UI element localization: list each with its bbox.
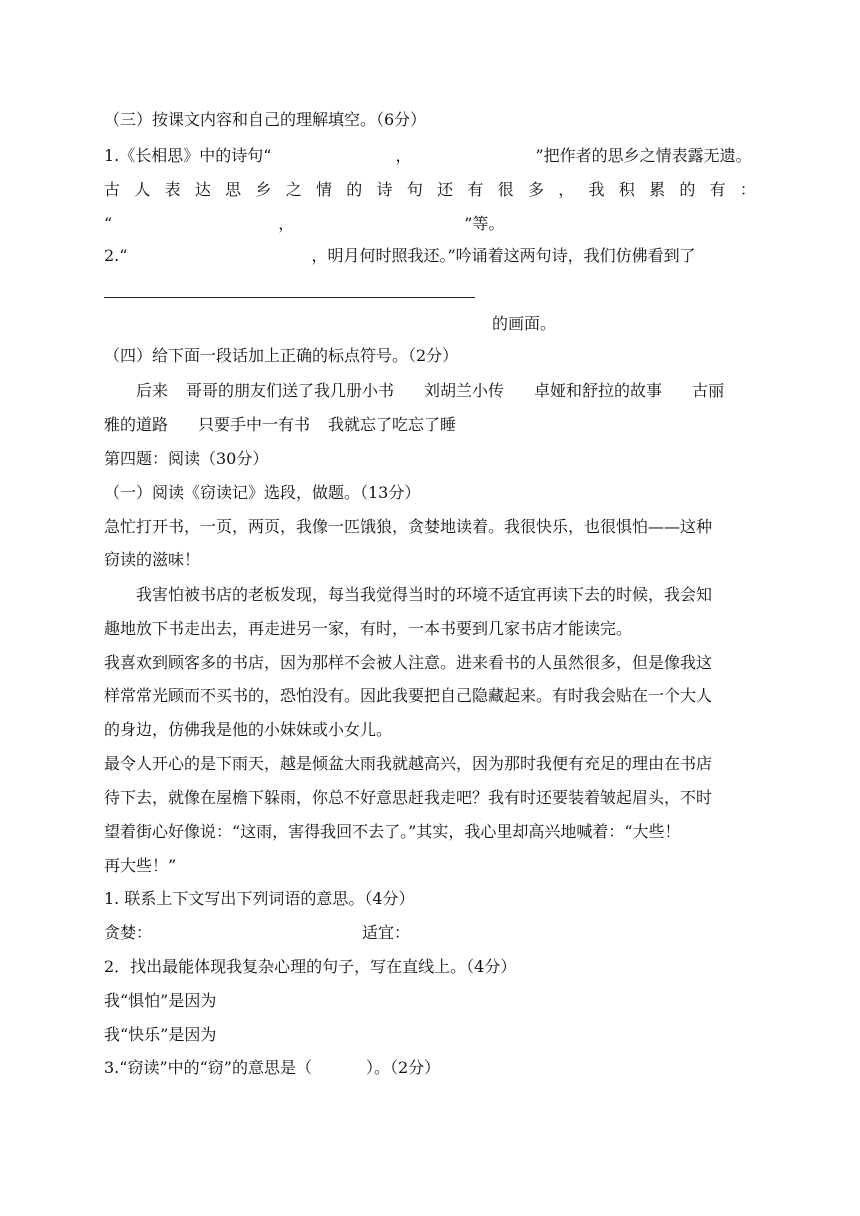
para4-line4: 再大些！” [104,856,177,875]
punct-line2 [104,415,456,435]
para4-line2: 待下去，就像在屋檐下躲雨，你总不好意思赶我走吧？我有时还要装着皱起眉头，不时 [104,788,713,807]
q1-part-b: ， [395,146,412,165]
q1-line2-char: 有 [709,180,726,199]
para4-line3: 望着街心好像说：“这雨，害得我回不去了。”其实，我心里却高兴地喊着：“大些！ [104,822,681,841]
q1-part-c: ”把作者的思乡之情表露无遗。 [535,146,752,165]
q2-part-b: ，明月何时照我还。”吟诵着这两句诗，我们仿佛看到了 [311,246,696,265]
punct-seg-3: 刘胡兰小传 [424,381,505,400]
q1-line2-char: ： [739,180,756,199]
q1-line2-char: 古 [104,180,121,199]
question3-part-b: ）。（2分） [366,1058,441,1077]
punct-seg-6: 雅的道路 [104,415,169,434]
q1-line2 [104,180,756,200]
punct-seg-1: 后来 [136,381,169,400]
question3-part-a: 3.“窃读”中的“窃”的意思是（ [104,1058,312,1077]
q1-part-a: 1.《长相思》中的诗句“ [104,146,272,165]
q1-line2-char: 乡 [255,180,272,199]
punct-seg-8: 我就忘了吃忘了睡 [328,415,457,434]
q1-line2-char: 的 [346,180,363,199]
q1-line2-char: 思 [225,180,242,199]
q1-line2-char: ， [558,180,575,199]
q1-line2-char: 还 [437,180,454,199]
q2-part-a: 2.“ [104,246,128,265]
para2-line1: 我害怕被书店的老板发现，每当我觉得当时的环境不适宜再读下去的时候，我会知 [136,585,713,604]
q1-line2-char: 人 [134,180,151,199]
question3 [104,1058,440,1078]
question1-word2: 适宜： [362,923,411,942]
question2-joy: 我“快乐”是因为 [104,1025,217,1044]
q1-line3 [104,214,504,234]
para3-line1: 我喜欢到顾客多的书店，因为那样不会被人注意。进来看书的人虽然很多，但是像我这 [104,653,713,672]
q1-line2-char: 很 [497,180,514,199]
q1-line2-char: 多 [527,180,544,199]
q1-line3-a: “ [104,214,113,233]
q1-line3-b: ， [278,214,295,233]
punct-line1 [104,381,756,401]
punct-seg-7: 只要手中一有书 [198,415,311,434]
reading1-heading: （一）阅读《窃读记》选段，做题。（13分） [104,483,421,502]
q1-line2-char: 表 [164,180,181,199]
q2-line1 [104,246,696,266]
question2-fear: 我“惧怕”是因为 [104,991,217,1010]
q1-line2-char: 句 [406,180,423,199]
question2: 2．找出最能体现我复杂心理的句子，写在直线上。（4分） [104,957,517,976]
question1: 1. 联系上下文写出下列词语的意思。（4分） [104,889,415,908]
q1-line2-char: 达 [194,180,211,199]
q1-line2-char: 诗 [376,180,393,199]
punct-seg-4: 卓娅和舒拉的故事 [534,381,663,400]
punct-seg-2: 哥哥的朋友们送了我几册小书 [186,381,395,400]
q1-line2-char: 情 [315,180,332,199]
part4-heading: 第四题：阅读（30分） [104,449,269,468]
para2-line2: 趣地放下书走出去，再走进另一家，有时，一本书要到几家书店才能读完。 [104,619,633,638]
section3-heading: （三）按课文内容和自己的理解填空。（6分） [104,110,427,129]
q1-line2-char: 有 [467,180,484,199]
q1-line2-char: 的 [679,180,696,199]
para4-line1: 最令人开心的是下雨天，越是倾盆大雨我就越高兴，因为那时我便有充足的理由在书店 [104,754,713,773]
para3-line3: 的身边，仿佛我是他的小妹妹或小女儿。 [104,720,393,739]
q2-end: 的画面。 [492,314,557,333]
answer-underline [104,297,475,298]
para1-line1: 急忙打开书，一页，两页，我像一匹饿狼，贪婪地读着。我很快乐，也很惧怕——这种 [104,517,713,536]
q1-line1 [104,146,752,166]
q1-line2-char: 之 [285,180,302,199]
question1-word1: 贪婪： [104,923,153,942]
para1-line2: 窃读的滋味！ [104,550,201,569]
q1-line2-char: 累 [649,180,666,199]
para3-line2: 样常常光顾而不买书的，恐怕没有。因此我要把自己隐藏起来。有时我会贴在一个大人 [104,686,713,705]
section4-heading: （四）给下面一段话加上正确的标点符号。（2分） [104,346,459,365]
q1-line2-char: 积 [618,180,635,199]
q1-line3-c: ”等。 [464,214,505,233]
punct-seg-5: 古丽 [692,381,725,400]
q1-line2-char: 我 [588,180,605,199]
